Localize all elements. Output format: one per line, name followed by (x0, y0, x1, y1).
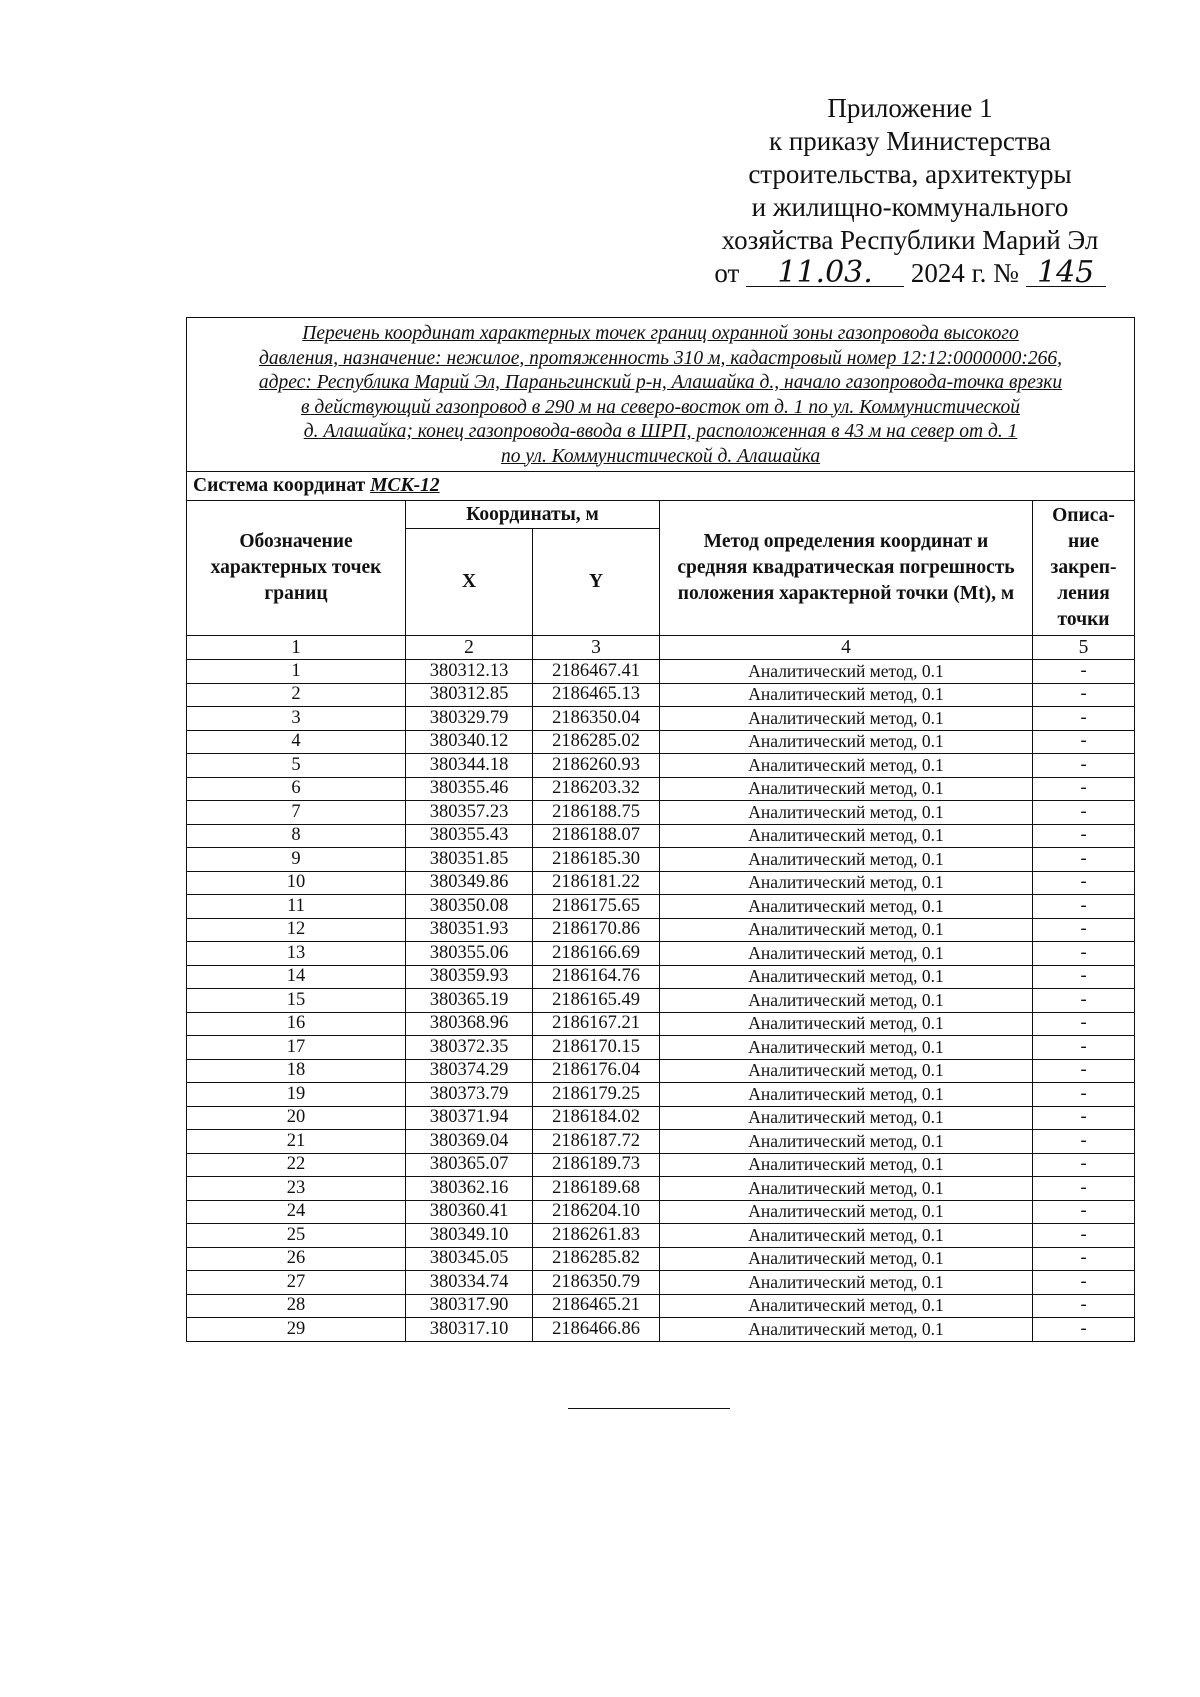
table-row (187, 801, 1135, 825)
coord-system-label: Система координат (193, 475, 366, 496)
cell-y: 2186203.32 (533, 777, 660, 801)
coord-system-row (187, 472, 1135, 501)
cell-description: - (1033, 1294, 1135, 1318)
cell-method: Аналитический метод, 0.1 (660, 895, 1033, 919)
cell-point-number: 15 (187, 989, 406, 1013)
cell-description: - (1033, 801, 1135, 825)
table-row (187, 1012, 1135, 1036)
cell-point-number: 26 (187, 1247, 406, 1271)
cell-x: 380359.93 (406, 965, 533, 989)
table-row (187, 730, 1135, 754)
table-row (187, 1271, 1135, 1295)
cell-x: 380349.10 (406, 1224, 533, 1248)
header-line: строительства, архитектуры (748, 159, 1072, 189)
cell-method: Аналитический метод, 0.1 (660, 801, 1033, 825)
cell-x: 380355.43 (406, 824, 533, 848)
table-row (187, 989, 1135, 1013)
cell-method: Аналитический метод, 0.1 (660, 683, 1033, 707)
col-header-desc-line: ние (1067, 531, 1100, 552)
cell-method: Аналитический метод, 0.1 (660, 1177, 1033, 1201)
col-header-desc-line: закреп- (1050, 557, 1117, 578)
cell-x: 380350.08 (406, 895, 533, 919)
cell-point-number: 2 (187, 683, 406, 707)
table-row (187, 1106, 1135, 1130)
cell-point-number: 8 (187, 824, 406, 848)
cell-y: 2186167.21 (533, 1012, 660, 1036)
table-row (187, 1318, 1135, 1342)
cell-method: Аналитический метод, 0.1 (660, 871, 1033, 895)
cell-point-number: 7 (187, 801, 406, 825)
column-number: 5 (1033, 636, 1135, 660)
cell-point-number: 27 (187, 1271, 406, 1295)
table-row (187, 1059, 1135, 1083)
cell-point-number: 23 (187, 1177, 406, 1201)
cell-x: 380360.41 (406, 1200, 533, 1224)
cell-method: Аналитический метод, 0.1 (660, 1271, 1033, 1295)
cell-method: Аналитический метод, 0.1 (660, 918, 1033, 942)
cell-point-number: 1 (187, 660, 406, 684)
cell-x: 380317.10 (406, 1318, 533, 1342)
cell-y: 2186187.72 (533, 1130, 660, 1154)
cell-y: 2186204.10 (533, 1200, 660, 1224)
cell-y: 2186189.73 (533, 1153, 660, 1177)
cell-method: Аналитический метод, 0.1 (660, 660, 1033, 684)
table-row (187, 871, 1135, 895)
cell-description: - (1033, 989, 1135, 1013)
cell-description: - (1033, 1318, 1135, 1342)
year-text: 2024 г. № (910, 258, 1019, 288)
table-row (187, 895, 1135, 919)
cell-y: 2186465.13 (533, 683, 660, 707)
column-number: 1 (187, 636, 406, 660)
cell-point-number: 11 (187, 895, 406, 919)
cell-x: 380345.05 (406, 1247, 533, 1271)
cell-description: - (1033, 871, 1135, 895)
col-header-desc-line: Описа- (1052, 505, 1115, 526)
header-line: Приложение 1 (827, 93, 993, 123)
cell-point-number: 19 (187, 1083, 406, 1107)
table-row (187, 707, 1135, 731)
col-header-description (1033, 501, 1135, 636)
cell-method: Аналитический метод, 0.1 (660, 1083, 1033, 1107)
table-row (187, 1130, 1135, 1154)
appendix-header (690, 92, 1130, 290)
cell-method: Аналитический метод, 0.1 (660, 730, 1033, 754)
cell-point-number: 3 (187, 707, 406, 731)
table-title-line: в действующий газопровод в 290 м на северо-восток от д. 1 по ул. Коммунистической (301, 396, 1021, 418)
cell-description: - (1033, 824, 1135, 848)
cell-x: 380365.07 (406, 1153, 533, 1177)
cell-point-number: 18 (187, 1059, 406, 1083)
coord-system (187, 472, 1135, 501)
cell-description: - (1033, 1247, 1135, 1271)
cell-y: 2186465.21 (533, 1294, 660, 1318)
cell-y: 2186285.02 (533, 730, 660, 754)
col-header-desc-line: ления (1057, 583, 1110, 604)
table-title-row (187, 318, 1135, 472)
cell-description: - (1033, 730, 1135, 754)
cell-point-number: 4 (187, 730, 406, 754)
cell-description: - (1033, 918, 1135, 942)
cell-x: 380365.19 (406, 989, 533, 1013)
cell-point-number: 29 (187, 1318, 406, 1342)
cell-x: 380355.06 (406, 942, 533, 966)
handwritten-order-number: 145 (1026, 260, 1106, 287)
coordinates-table-container (186, 317, 1134, 1342)
cell-x: 380368.96 (406, 1012, 533, 1036)
header-line: к приказу Министерства (768, 126, 1052, 156)
coord-system-value: МСК-12 (370, 475, 440, 496)
cell-x: 380374.29 (406, 1059, 533, 1083)
cell-point-number: 14 (187, 965, 406, 989)
table-row (187, 1247, 1135, 1271)
cell-x: 380334.74 (406, 1271, 533, 1295)
cell-x: 380357.23 (406, 801, 533, 825)
cell-method: Аналитический метод, 0.1 (660, 824, 1033, 848)
cell-description: - (1033, 1106, 1135, 1130)
cell-description: - (1033, 660, 1135, 684)
cell-description: - (1033, 1083, 1135, 1107)
cell-x: 380355.46 (406, 777, 533, 801)
cell-y: 2186170.86 (533, 918, 660, 942)
cell-x: 380344.18 (406, 754, 533, 778)
table-row (187, 918, 1135, 942)
cell-description: - (1033, 1153, 1135, 1177)
cell-x: 380312.85 (406, 683, 533, 707)
cell-y: 2186189.68 (533, 1177, 660, 1201)
cell-point-number: 5 (187, 754, 406, 778)
col-header-point: Обозначение характерных точек границ (187, 501, 406, 636)
date-prefix: от (714, 258, 740, 288)
column-number: 4 (660, 636, 1033, 660)
cell-x: 380369.04 (406, 1130, 533, 1154)
cell-method: Аналитический метод, 0.1 (660, 754, 1033, 778)
handwritten-date: 11.03. (746, 260, 904, 287)
cell-y: 2186188.75 (533, 801, 660, 825)
cell-y: 2186181.22 (533, 871, 660, 895)
cell-method: Аналитический метод, 0.1 (660, 1153, 1033, 1177)
cell-description: - (1033, 895, 1135, 919)
table-row (187, 1153, 1135, 1177)
cell-description: - (1033, 1130, 1135, 1154)
cell-description: - (1033, 1059, 1135, 1083)
cell-description: - (1033, 942, 1135, 966)
cell-point-number: 12 (187, 918, 406, 942)
cell-method: Аналитический метод, 0.1 (660, 1012, 1033, 1036)
cell-method: Аналитический метод, 0.1 (660, 1036, 1033, 1060)
cell-point-number: 20 (187, 1106, 406, 1130)
table-title-line: по ул. Коммунистической д. Алашайка (500, 445, 821, 467)
cell-y: 2186188.07 (533, 824, 660, 848)
table-row (187, 1224, 1135, 1248)
table-row (187, 1177, 1135, 1201)
cell-x: 380372.35 (406, 1036, 533, 1060)
cell-method: Аналитический метод, 0.1 (660, 1224, 1033, 1248)
col-header-y: Y (533, 529, 660, 636)
cell-description: - (1033, 754, 1135, 778)
cell-y: 2186185.30 (533, 848, 660, 872)
cell-description: - (1033, 1036, 1135, 1060)
cell-point-number: 10 (187, 871, 406, 895)
cell-description: - (1033, 1177, 1135, 1201)
cell-point-number: 16 (187, 1012, 406, 1036)
cell-method: Аналитический метод, 0.1 (660, 848, 1033, 872)
cell-y: 2186261.83 (533, 1224, 660, 1248)
cell-y: 2186170.15 (533, 1036, 660, 1060)
cell-point-number: 22 (187, 1153, 406, 1177)
table-title-line: Перечень координат характерных точек границ охранной зоны газопровода высокого (302, 323, 1019, 344)
col-header-method: Метод определения координат и средняя квадратическая погрешность положения характерной точки (Mt), м (660, 501, 1033, 636)
cell-description: - (1033, 848, 1135, 872)
cell-x: 380351.93 (406, 918, 533, 942)
cell-description: - (1033, 1012, 1135, 1036)
cell-x: 380373.79 (406, 1083, 533, 1107)
table-row (187, 683, 1135, 707)
cell-y: 2186467.41 (533, 660, 660, 684)
table-row (187, 777, 1135, 801)
cell-y: 2186285.82 (533, 1247, 660, 1271)
cell-description: - (1033, 683, 1135, 707)
cell-method: Аналитический метод, 0.1 (660, 965, 1033, 989)
col-header-coords: Координаты, м (406, 501, 660, 529)
cell-method: Аналитический метод, 0.1 (660, 1247, 1033, 1271)
cell-y: 2186175.65 (533, 895, 660, 919)
cell-y: 2186165.49 (533, 989, 660, 1013)
table-row (187, 1083, 1135, 1107)
cell-method: Аналитический метод, 0.1 (660, 1294, 1033, 1318)
table-row (187, 848, 1135, 872)
table-row (187, 1200, 1135, 1224)
cell-method: Аналитический метод, 0.1 (660, 1200, 1033, 1224)
table-row (187, 1036, 1135, 1060)
cell-y: 2186179.25 (533, 1083, 660, 1107)
table-row (187, 965, 1135, 989)
cell-method: Аналитический метод, 0.1 (660, 1318, 1033, 1342)
cell-description: - (1033, 1200, 1135, 1224)
cell-description: - (1033, 707, 1135, 731)
cell-description: - (1033, 777, 1135, 801)
cell-method: Аналитический метод, 0.1 (660, 707, 1033, 731)
cell-point-number: 28 (187, 1294, 406, 1318)
table-row (187, 660, 1135, 684)
cell-description: - (1033, 1224, 1135, 1248)
cell-point-number: 21 (187, 1130, 406, 1154)
cell-y: 2186176.04 (533, 1059, 660, 1083)
column-number-row (187, 636, 1135, 660)
table-row (187, 1294, 1135, 1318)
cell-point-number: 17 (187, 1036, 406, 1060)
cell-x: 380329.79 (406, 707, 533, 731)
column-number: 2 (406, 636, 533, 660)
cell-y: 2186260.93 (533, 754, 660, 778)
cell-method: Аналитический метод, 0.1 (660, 1130, 1033, 1154)
header-line: и жилищно-коммунального (751, 192, 1069, 222)
cell-method: Аналитический метод, 0.1 (660, 989, 1033, 1013)
table-title-line: д. Алашайка; конец газопровода-ввода в ШРП, расположенная в 43 м на север от д. 1 (303, 421, 1018, 442)
table-row (187, 754, 1135, 778)
cell-point-number: 6 (187, 777, 406, 801)
cell-x: 380371.94 (406, 1106, 533, 1130)
col-header-desc-line: точки (1057, 609, 1110, 630)
cell-x: 380317.90 (406, 1294, 533, 1318)
cell-point-number: 25 (187, 1224, 406, 1248)
column-number: 3 (533, 636, 660, 660)
cell-point-number: 24 (187, 1200, 406, 1224)
cell-y: 2186164.76 (533, 965, 660, 989)
table-row (187, 824, 1135, 848)
header-date-line (690, 257, 1130, 290)
cell-method: Аналитический метод, 0.1 (660, 777, 1033, 801)
cell-y: 2186350.04 (533, 707, 660, 731)
cell-y: 2186184.02 (533, 1106, 660, 1130)
cell-x: 380340.12 (406, 730, 533, 754)
table-title-line: давления, назначение: нежилое, протяженность 310 м, кадастровый номер 12:12:0000000:266, (258, 347, 1063, 369)
end-separator-line (568, 1408, 730, 1409)
coordinates-table (186, 317, 1135, 1342)
col-header-x: X (406, 529, 533, 636)
cell-y: 2186166.69 (533, 942, 660, 966)
table-title (187, 318, 1135, 472)
cell-x: 380362.16 (406, 1177, 533, 1201)
cell-y: 2186350.79 (533, 1271, 660, 1295)
cell-description: - (1033, 1271, 1135, 1295)
header-line: хозяйства Республики Марий Эл (721, 225, 1099, 255)
table-row (187, 942, 1135, 966)
cell-x: 380312.13 (406, 660, 533, 684)
cell-x: 380351.85 (406, 848, 533, 872)
cell-x: 380349.86 (406, 871, 533, 895)
cell-method: Аналитический метод, 0.1 (660, 942, 1033, 966)
cell-method: Аналитический метод, 0.1 (660, 1106, 1033, 1130)
cell-y: 2186466.86 (533, 1318, 660, 1342)
table-title-line: адрес: Республика Марий Эл, Параньгинский р-н, Алашайка д., начало газопровода-точка врезки (258, 372, 1063, 393)
column-header-row (187, 501, 1135, 529)
cell-point-number: 9 (187, 848, 406, 872)
cell-point-number: 13 (187, 942, 406, 966)
cell-description: - (1033, 965, 1135, 989)
cell-method: Аналитический метод, 0.1 (660, 1059, 1033, 1083)
